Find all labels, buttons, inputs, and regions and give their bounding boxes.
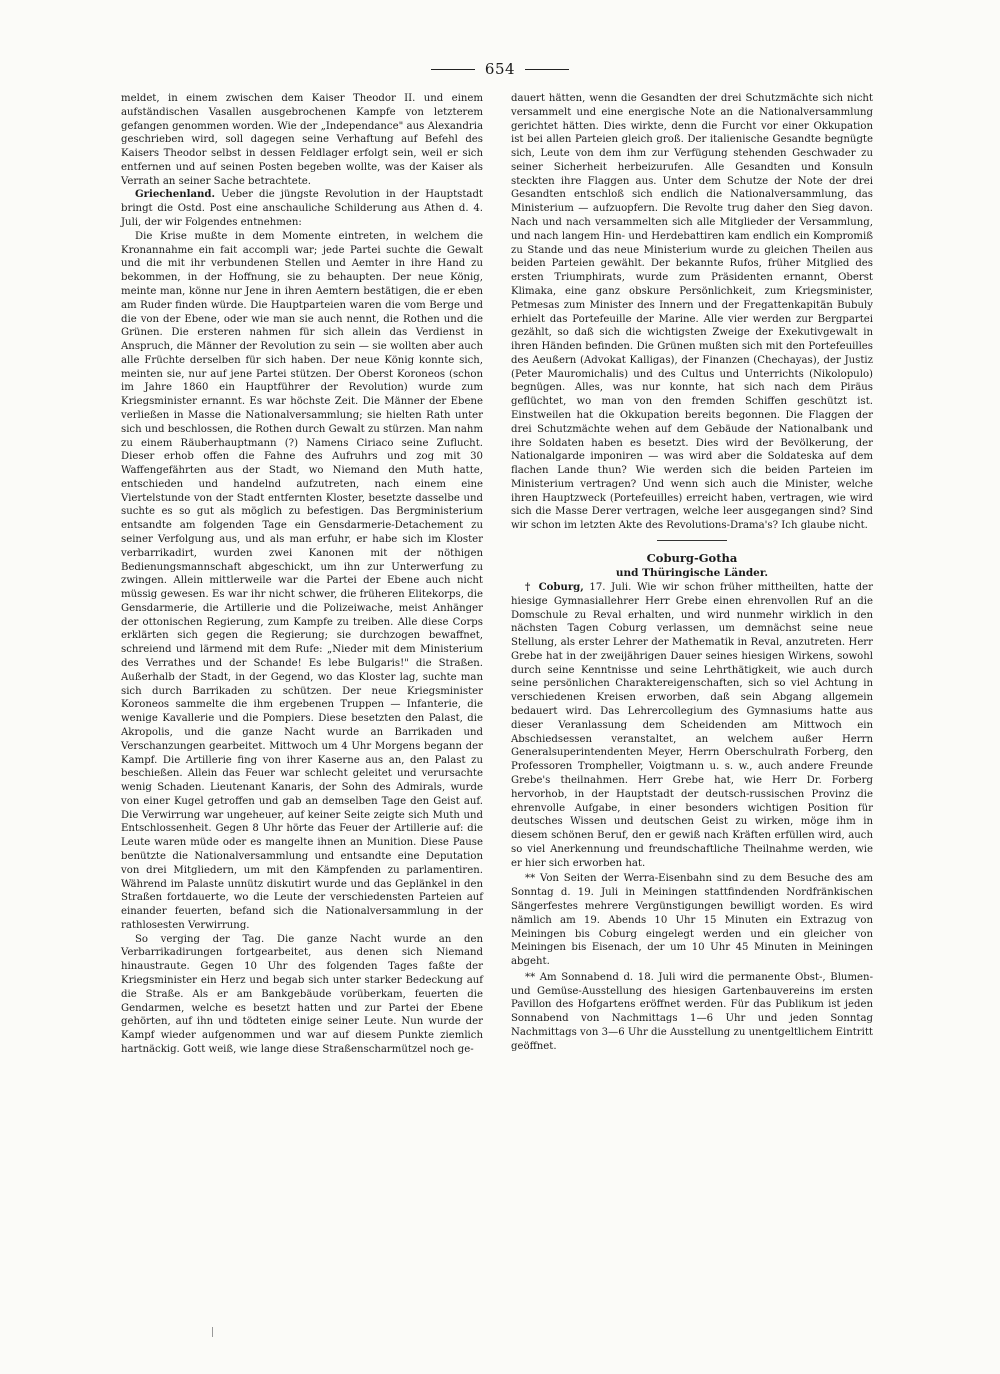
coburg-news-text: 17. Juli. Wie wir schon früher mittheilten, hatte der hiesige Gymnasiallehrer Herr Grebe einen ehrenvollen Ruf an die Domschule zu Reval erhalten, und wird nunmehr wirklich in den nächsten Tagen Coburg verlassen, um demnächst seine neue Stellung, als erster Lehrer der Mathematik in Reval, anzutreten. Herr Grebe hat in der zweijährigen Dauer seines hiesigen Wirkens, sowohl durch seine Kenntnisse und seine Lehrthätigkeit, wie auch durch seine persönlichen Charaktereigenschaften, sich so viel Achtung in verschiedenen Kreisen erworben, daß sein Abgang allgemein bedauert wird. Das Lehrercollegium des Gymnasiums hatte aus dieser Veranlassung dem Scheidenden am Mittwoch ein Abschiedsessen veranstaltet, an welchem außer Herrn Generalsuperintendenten Meyer, Herrn Oberschulrath Forberg, den Professoren Trompheller, Voigtmann u. s. w., auch andere Freunde Grebe's theilnahmen. Herr Grebe hat, wie Herr Dr. Forberg hervorhob, in der Hauptstadt der deutsch-russischen Provinz die ehrenvolle Aufgabe, in einer besonders wichtigen Position für deutsches Wissen und deutschen Geist zu wirken, möge ihm in diesem schönen Beruf, den er gewiß nach Kräften erfüllen wird, auch so viel Anerkennung und freundschaftliche Theilnahme werden, wie er hier sich erworben hat.	[511, 582, 873, 869]
greece-report-paragraph-2: So verging der Tag. Die ganze Nacht wurde an den Verbarrikadirungen fortgearbeitet, aus denen sich Niemand hinaustraute. Gegen 10 Uhr des folgenden Tages faßte der Kriegsminister ein Herz und begab sich unter starker Bedeckung auf die Straße. Als er am Bankgebäude vorüberkam, feuerten die Gendarmen, welche es besetzt hatten und zur Partei der Ebene gehörten, auf ihn und tödteten einige seiner Leute. Nun wurde der Kampf wieder aufgenommen und war auf diesem Punkte ziemlich hartnäckig. Gott weiß, wie lange diese Straßenscharmützel noch ge-	[121, 933, 483, 1055]
greece-report-paragraph: Die Krise mußte in dem Momente eintreten, in welchem die Kronannahme ein fait accompli war; jede Partei suchte die Gewalt und die mit ihr verbundenen Stellen und Aemter in ihre Hand zu bekommen, in der Hoffnung, sie zu behaupten. Der neue König, meinte man, könne nur Jene in ihren Aemtern bestätigen, die er eben am Ruder finden würde. Die Hauptparteien waren die vom Berge und die von der Ebene, oder wie man sie auch nennt, die Rothen und die Grünen. Die ersteren nahmen für sich allein das Verdienst in Anspruch, die Männer der Revolution zu sein — sie wollten aber auch alle Früchte derselben für sich haben. Der neue König konnte sich, meinten sie, nur auf jene Partei stützen. Der Oberst Koroneos (schon im Jahre 1860 ein Hauptführer der Revolution) wurde zum Kriegsminister ernannt. Es war höchste Zeit. Die Männer der Ebene verließen in Masse die Nationalversammlung; sie hielten Rath unter sich und beschlossen, die Rothen durch Gewalt zu stürzen. Man nahm zu einem Räuberhauptmann (?) Namens Ciriaco seine Zuflucht. Dieser erhob offen die Fahne des Aufruhrs und zog mit 30 Waffengefährten aus der Stadt, wo Niemand den Muth hatte, entschieden und handelnd aufzutreten, nach einem eine Viertelstunde von der Stadt entfernten Kloster, besetzte dasselbe und suchte es so gut als möglich zu befestigen. Das Bergministerium entsandte am folgenden Tage ein Gensdarmerie-Detachement zu seiner Verfolgung aus, und als man erfuhr, er habe sich im Kloster verbarrikadirt, wurden zwei Kanonen mit der nöthigen Bedienungsmannschaft abgeschickt, um ihn zur Unterwerfung zu zwingen. Allein mittlerweile war die Partei der Ebene auch nicht müssig gewesen. Es war ihr nicht schwer, die früheren Elitekorps, die Gensdarmerie, die Artillerie und die Polizeiwache, meist Anhänger der ottonischen Regierung, zum Kampfe zu treiben. Alle diese Corps erklärten sich gegen die Regierung; sie durchzogen bewaffnet, schreiend und lärmend mit dem Rufe: „Nieder mit dem Ministerium des Verrathes und der Schande! Es lebe Bulgaris!" die Straßen. Außerhalb der Stadt, in der Gegend, wo das Kloster lag, suchte man sich durch Barrikaden zu schützen. Der neue Kriegsminister Koroneos sammelte die ihm ergebenen Truppen — Infanterie, die wenige Kavallerie und die Pompiers. Diese besetzten den Palast, die Akropolis, und die ganze Nacht wurde an Barrikaden und Verschanzungen gearbeitet. Mittwoch um 4 Uhr Morgens begann der Kampf. Die Artillerie fing von ihrer Kaserne aus an, den Palast zu beschießen. Allein das Feuer war schlecht geleitet und verursachte wenig Schaden. Lieutenant Kanaris, der Sohn des Admirals, wurde von einer Kugel getroffen und gab an demselben Tage den Geist auf. Die Verwirrung war ungeheuer, auf keiner Seite zeigte sich Muth und Entschlossenheit. Gegen 8 Uhr hörte das Feuer der Artillerie auf: die Leute waren müde oder es mangelte ihnen an Munition. Diese Pause benützte die Nationalversammlung und entsandte eine Deputation von drei Mitgliedern, um mit den Kämpfenden zu parlamentiren. Während im Palaste unnütz diskutirt wurde und das Geplänkel in den Straßen fortdauerte, wo die Leute der verschiedensten Parteien auf einander feuerten, befand sich die Nationalversammlung in der rathlosesten Verwirrung.	[121, 230, 483, 931]
exhibition-notice-paragraph: ** Am Sonnabend d. 18. Juli wird die permanente Obst-, Blumen- und Gemüse-Ausstellung des hiesigen Gartenbauvereins im ersten Pavillon des Hofgartens eröffnet werden. Für das Publikum ist jeden Sonnabend von Nachmittags 1—6 Uhr und jeden Sonntag Nachmittags von 3—6 Uhr die Ausstellung zu unentgeltlichem Eintritt geöffnet.	[511, 971, 873, 1052]
greece-report-continuation: dauert hätten, wenn die Gesandten der drei Schutzmächte sich nicht versammelt und eine energische Note an die Nationalversammlung gerichtet hätten. Dies wirkte, denn die Furcht vor einer Okkupation ist bei allen Parteien gleich groß. Der italienische Gesandte begnügte sich, Leute von dem ihm zur Verfügung stehenden Geschwader zu seiner Sicherheit herbeizurufen. Alle Gesandten und Konsuln steckten ihre Flaggen aus. Unter dem Schutze der Note der drei Gesandten entschloß sich endlich die Nationalversammlung, das Ministerium — aufzuopfern. Die Revolte trug daher den Sieg davon. Nach und nach versammelten sich alle Mitglieder der Versammlung, und nach langem Hin- und Herdebattiren kam endlich ein Kompromiß zu Stande und das neue Ministerium wurde zu gleichen Theilen aus beiden Parteien gewählt. Der bekannte Rufos, früher Mitglied des ersten Triumphirats, wurde zum Präsidenten ernannt, Oberst Klimaka, eine ganz obskure Persönlichkeit, zum Kriegsminister, Petmesas zum Minister des Innern und der Fregattenkapitän Bubuly erhielt das Portefeuille der Marine. Alle vier werden zur Bergpartei gezählt, so daß sich die wichtigsten Zweige der Exekutivgewalt in ihren Händen befinden. Die Grünen mußten sich mit den Portefeuilles des Aeußern (Advokat Kalligas), der Finanzen (Chechayas), der Justiz (Peter Mauromichalis) und des Cultus und Unterrichts (Nikolopulo) begnügen. Alles, was nur konnte, hat sich nach dem Piräus geflüchtet, wo man von den fremden Schiffen geschützt ist. Einstweilen hat die Okkupation bereits begonnen. Die Flaggen der drei Schutzmächte wehen auf dem Gebäude der Nationalbank und ihre Soldaten haben es besetzt. Dies wird der Bevölkerung, der Nationalgarde imponiren — was wird aber die Soldateska auf dem flachen Lande thun? Wie werden sich die beiden Parteien im Ministerium vertragen? Und wenn sich auch die Minister, welche ihren Hauptzweck (Portefeuilles) erreicht haben, vertragen, wie wird sich die Masse Derer vertragen, welche leer ausgegangen sind? Sind wir schon im letzten Akte des Revolutions-Drama's? Ich glaube nicht.	[511, 93, 873, 532]
section-heading-coburg-gotha: Coburg-Gotha	[646, 551, 738, 565]
page-header	[0, 58, 1000, 80]
right-column	[511, 92, 873, 1054]
section-heading-greece: Griechenland.	[135, 188, 215, 201]
greece-intro-text: Ueber die jüngste Revolution in der Hauptstadt bringt die Ostd. Post eine anschauliche Schilderung aus Athen d. 4. Juli, der wir Folgendes entnehmen:	[121, 189, 483, 229]
page-number: 654	[484, 60, 516, 78]
section-divider	[657, 540, 727, 541]
railway-notice-paragraph: ** Von Seiten der Werra-Eisenbahn sind zu dem Besuche des am Sonntag d. 19. Juli in Meiningen stattfindenden Nordfränkischen Sängerfestes mehrere Vergünstigungen bewilligt worden. Es wird nämlich am 19. Abends 10 Uhr 15 Minuten ein Extrazug von Meiningen bis Coburg eingelegt werden und ein gleicher von Meiningen bis Eisenach, der um 10 Uhr 45 Minuten in Meiningen abgeht.	[511, 873, 873, 968]
article-continuation-paragraph: meldet, in einem zwischen dem Kaiser Theodor II. und einem aufständischen Vasallen ausgebrochenen Kampfe von letzterem gefangen genommen worden. Wie der „Independance" aus Alexandria geschrieben wird, soll dagegen seine Verhaftung auf Befehl des Kaisers Theodor selbst in dessen Feldlager erfolgt sein, weil er sich entfernen und auf seinen Posten begeben wollte, was der Kaiser als Verrath an seiner Sache betrachtete.	[121, 93, 483, 187]
dateline: † Coburg,	[525, 581, 584, 593]
section-subheading: und Thüringische Länder.	[615, 567, 769, 579]
coburg-news-paragraph	[511, 581, 873, 870]
header-rule-right	[525, 69, 569, 70]
header-rule-left	[431, 69, 475, 70]
left-column	[121, 92, 483, 1057]
print-mark	[212, 1327, 213, 1337]
greece-intro-paragraph	[121, 188, 483, 229]
